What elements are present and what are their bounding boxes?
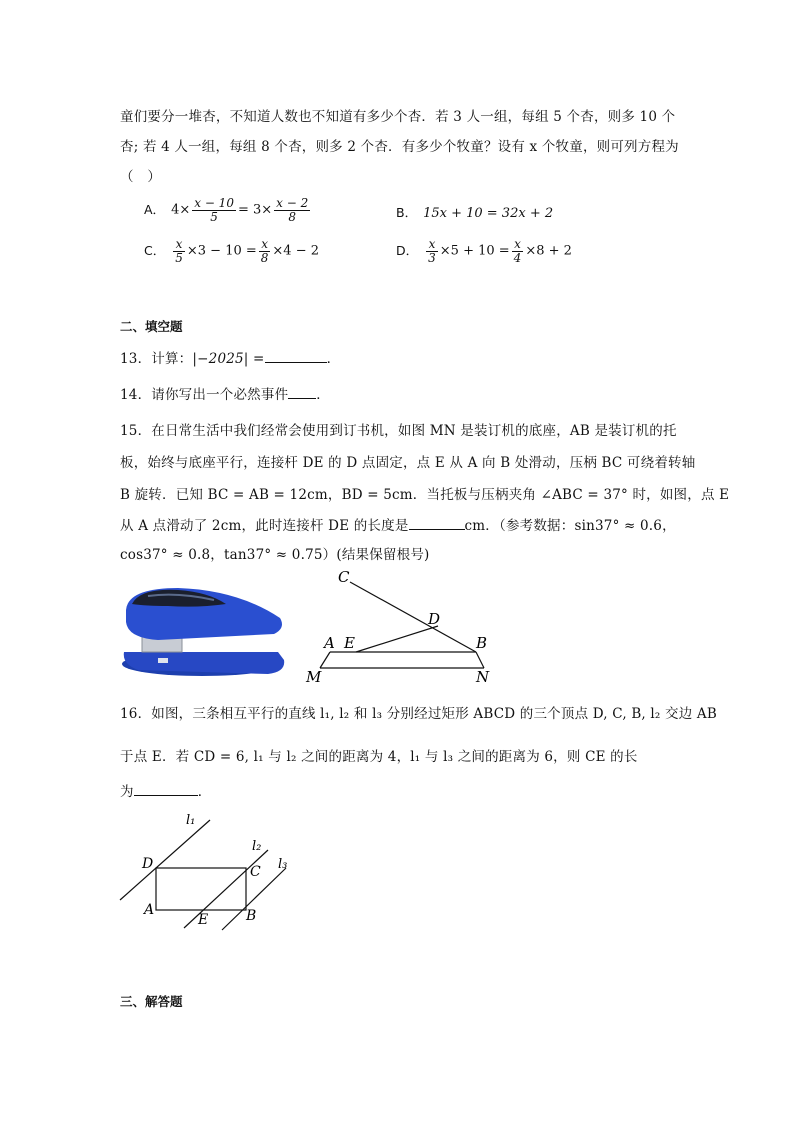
q15-line4	[120, 514, 676, 534]
q13-answer-blank[interactable]	[265, 350, 327, 363]
q16-line3-post: ．	[197, 784, 212, 800]
fig16-label-c: C	[250, 864, 261, 880]
fig16-label-d: D	[142, 856, 154, 872]
q13-expr: |−2025| =	[192, 351, 265, 367]
option-c-frac2: $\frac{x}{8}$	[260, 237, 269, 265]
fig16-label-l3: l₃	[278, 857, 288, 872]
q13-pre: 13．计算：	[120, 351, 193, 367]
stapler-picture	[118, 582, 290, 682]
option-d-frac1: $\frac{x}{3}$	[428, 237, 436, 265]
q12-option-b[interactable]	[396, 203, 553, 221]
fig16-label-b: B	[246, 908, 257, 924]
q16-figure	[114, 808, 304, 932]
q15-line2: 板，始终与底座平行，连接杆 DE 的 D 点固定，点 E 从 A 向 B 处滑动，压柄 BC 可绕着转轴	[120, 455, 696, 471]
fig15-label-m: M	[306, 668, 322, 686]
fig15-label-c: C	[338, 568, 350, 586]
q16-line2: 于点 E．若 CD = 6, l₁ 与 l₂ 之间的距离为 4，l₁ 与 l₃ 之间的距离为 6，则 CE 的长	[120, 749, 638, 765]
q14-post: ．	[316, 387, 330, 403]
q16-answer-blank[interactable]	[134, 783, 198, 796]
fig15-label-d: D	[428, 610, 441, 628]
fig15-label-b: B	[476, 634, 488, 652]
q15-line5: cos37° ≈ 0.8，tan37° ≈ 0.75）(结果保留根号)	[120, 547, 430, 563]
q14-answer-blank[interactable]	[288, 386, 316, 399]
option-a-label: A．	[144, 201, 166, 217]
q12-option-a[interactable]	[144, 197, 312, 223]
fig16-label-l1: l₁	[186, 813, 196, 828]
option-a-frac2: $\frac{x - 2}{8}$	[276, 196, 309, 224]
fig16-label-a: A	[144, 902, 155, 918]
section-title-fill-in: 二、填空题	[120, 319, 183, 334]
option-d-post: ×8 + 2	[525, 243, 572, 259]
q12-line1: 童们要分一堆杏，不知道人数也不知道有多少个杏．若 3 人一组，每组 5 个杏，则多 10 个	[120, 109, 676, 125]
option-d-frac2: $\frac{x}{4}$	[513, 237, 522, 265]
q16-line3-pre: 为	[120, 784, 134, 800]
q14	[120, 383, 330, 403]
q12-option-d[interactable]	[396, 238, 572, 264]
option-d-label: D．	[396, 242, 419, 258]
q15-answer-blank[interactable]	[409, 517, 465, 530]
option-a-frac1: $\frac{x - 10}{5}$	[194, 196, 234, 224]
option-c-post: ×4 − 2	[272, 243, 319, 259]
q15-line4-pre: 从 A 点滑动了 2cm，此时连接杆 DE 的长度是	[120, 518, 409, 534]
fig16-label-l2: l₂	[252, 839, 262, 854]
q15-line4-post: cm．（参考数据：sin37° ≈ 0.6，	[464, 518, 676, 534]
section-title-solve: 三、解答题	[120, 994, 183, 1009]
q13-post: ．	[326, 351, 341, 367]
option-a-mid: = 3×	[237, 202, 273, 218]
option-d-mid: ×5 + 10 =	[439, 243, 510, 259]
q15-line3: B 旋转．已知 BC = AB = 12cm，BD = 5cm．当托板与压柄夹角 ∠ABC = 37° 时，如图，点 E	[120, 487, 730, 503]
option-b-label: B．	[396, 205, 418, 220]
q12-line3: （ ）	[120, 169, 162, 185]
option-c-frac1: $\frac{x}{5}$	[175, 237, 183, 265]
q15-line1: 15．在日常生活中我们经常会使用到订书机，如图 MN 是装订机的底座，AB 是装订机的托	[120, 423, 677, 439]
q12-line2: 杏; 若 4 人一组，每组 8 个杏，则多 2 个杏．有多少个牧童？设有 x 个牧童，则可列方程为	[120, 139, 679, 155]
q16-line3	[120, 780, 211, 800]
q15-figure	[300, 566, 510, 686]
fig15-label-n: N	[476, 668, 490, 686]
q14-text: 14．请你写出一个必然事件	[120, 387, 289, 403]
fig15-label-a: A	[324, 634, 335, 652]
option-c-label: C．	[144, 242, 166, 258]
fig15-label-e: E	[344, 634, 355, 652]
q16-line1: 16．如图，三条相互平行的直线 l₁, l₂ 和 l₃ 分别经过矩形 ABCD 的三个顶点 D, C, B, l₂ 交边 AB	[120, 706, 718, 722]
option-c-mid: ×3 − 10 =	[186, 243, 257, 259]
fig16-label-e: E	[198, 912, 209, 928]
q12-option-c[interactable]	[144, 238, 319, 264]
option-b-text: 15x + 10 = 32x + 2	[423, 206, 554, 221]
option-a-pre: 4×	[171, 202, 191, 218]
q13	[120, 347, 340, 367]
